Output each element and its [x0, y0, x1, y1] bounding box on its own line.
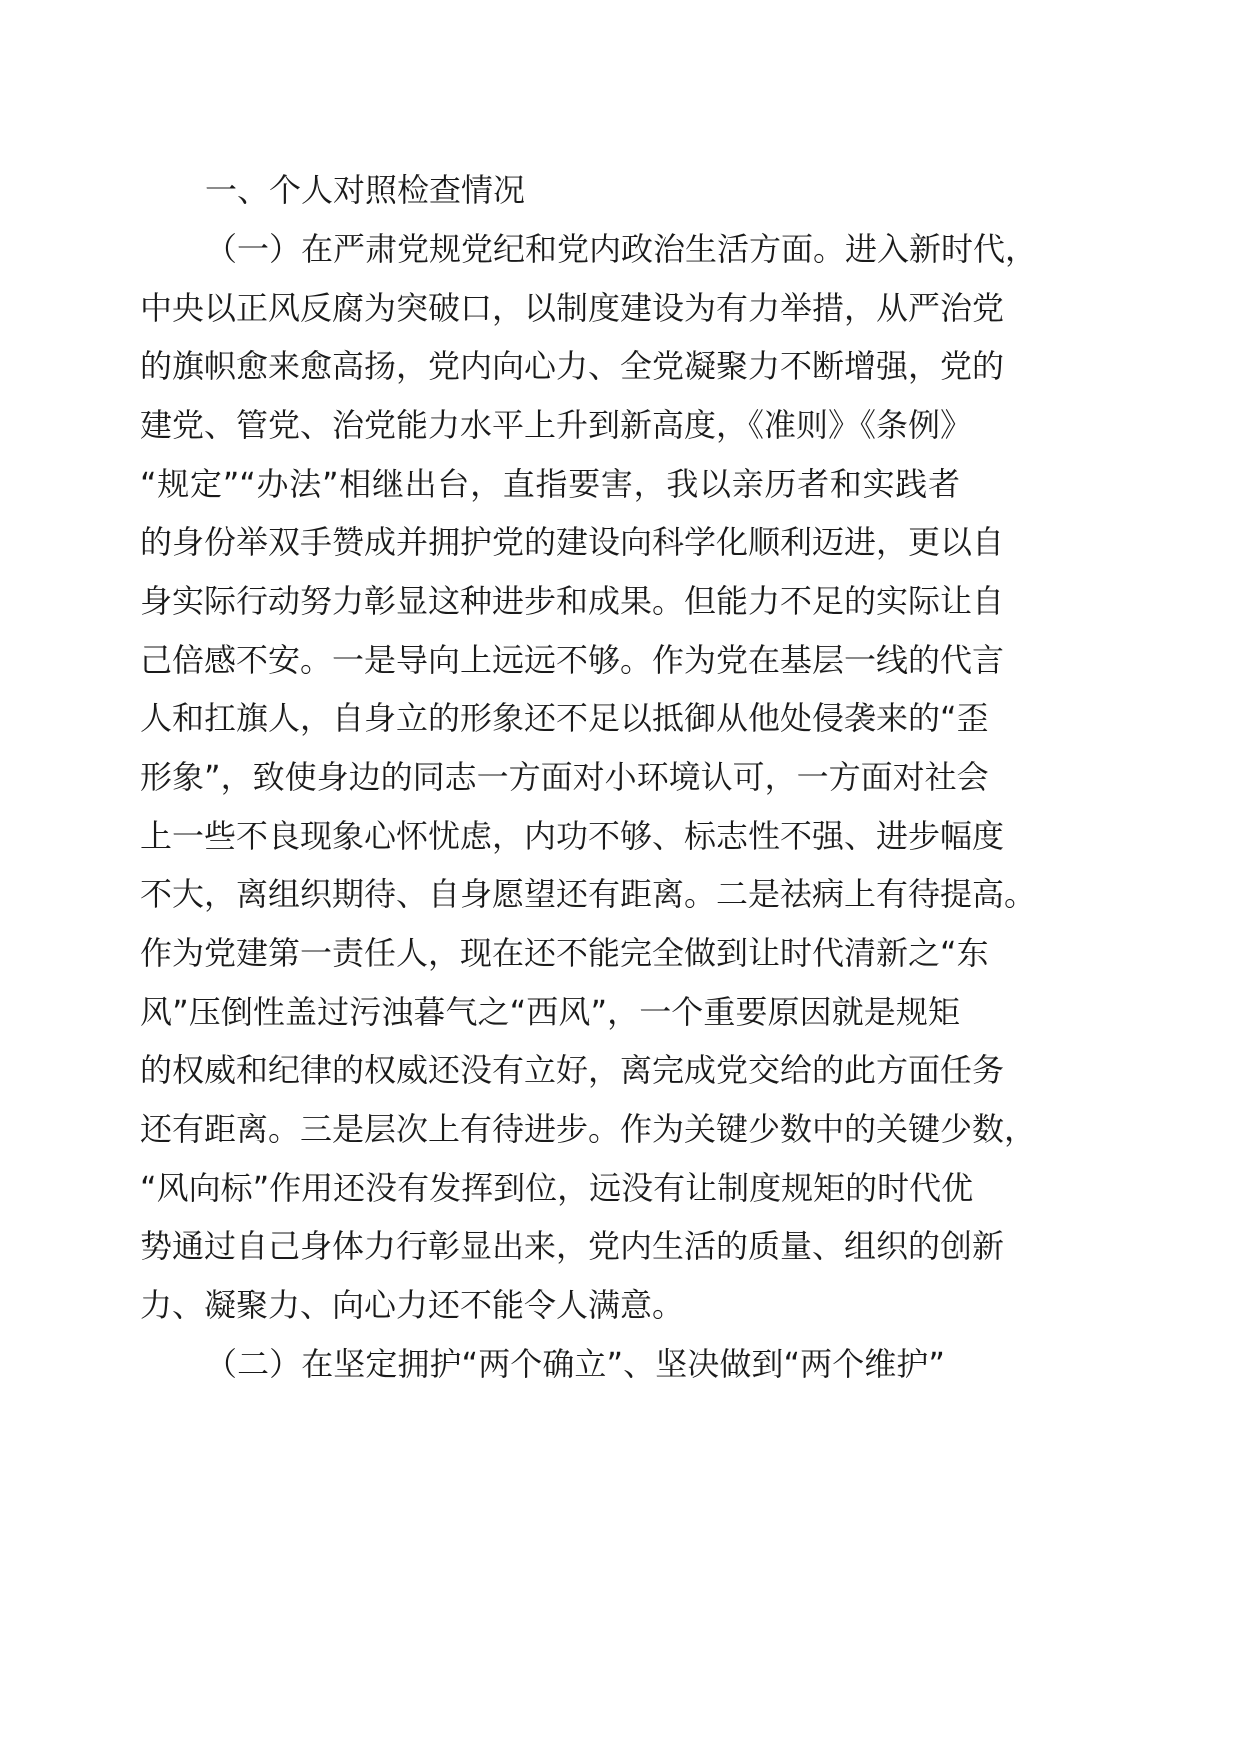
paragraph-1-line-8: 己倍感不安。一是导向上远远不够。作为党在基层一线的代言: [140, 641, 1005, 679]
paragraph-1-line-18: 势通过自己身体力行彰显出来，党内生活的质量、组织的创新: [140, 1227, 1005, 1265]
paragraph-1-line-1: （一）在严肃党规党纪和党内政治生活方面。进入新时代，: [205, 230, 1038, 268]
paragraph-1-line-5: “规定”“办法”相继出台，直指要害，我以亲历者和实践者: [140, 465, 960, 503]
paragraph-1-line-9: 人和扛旗人，自身立的形象还不足以抵御从他处侵袭来的“歪: [140, 699, 989, 737]
paragraph-1-line-16: 还有距离。三是层次上有待进步。作为关键少数中的关键少数，: [140, 1110, 1037, 1148]
paragraph-2-line-1: （二）在坚定拥护“两个确立”、坚决做到“两个维护”: [205, 1345, 945, 1383]
paragraph-1-line-17: “风向标”作用还没有发挥到位，远没有让制度规矩的时代优: [140, 1169, 974, 1207]
paragraph-1-line-10: 形象”，致使身边的同志一方面对小环境认可，一方面对社会: [140, 758, 989, 796]
paragraph-1-line-6: 的身份举双手赞成并拥护党的建设向科学化顺利迈进，更以自: [140, 523, 1005, 561]
paragraph-1-line-19: 力、凝聚力、向心力还不能令人满意。: [140, 1286, 685, 1324]
paragraph-1-line-12: 不大，离组织期待、自身愿望还有距离。二是祛病上有待提高。: [140, 875, 1037, 913]
paragraph-1-line-4: 建党、管党、治党能力水平上升到新高度，《准则》《条例》: [140, 406, 973, 444]
paragraph-1-line-2: 中央以正风反腐为突破口，以制度建设为有力举措，从严治党: [140, 289, 1005, 327]
paragraph-1-line-3: 的旗帜愈来愈高扬，党内向心力、全党凝聚力不断增强，党的: [140, 347, 1005, 385]
paragraph-1-line-11: 上一些不良现象心怀忧虑，内功不够、标志性不强、进步幅度: [140, 817, 1005, 855]
paragraph-1-line-13: 作为党建第一责任人，现在还不能完全做到让时代清新之“东: [140, 934, 989, 972]
paragraph-1-line-14: 风”压倒性盖过污浊暮气之“西风”，一个重要原因就是规矩: [140, 993, 960, 1031]
section-heading: 一、个人对照检查情况: [205, 171, 526, 209]
paragraph-1-line-7: 身实际行动努力彰显这种进步和成果。但能力不足的实际让自: [140, 582, 1005, 620]
paragraph-1-line-15: 的权威和纪律的权威还没有立好，离完成党交给的此方面任务: [140, 1051, 1005, 1089]
